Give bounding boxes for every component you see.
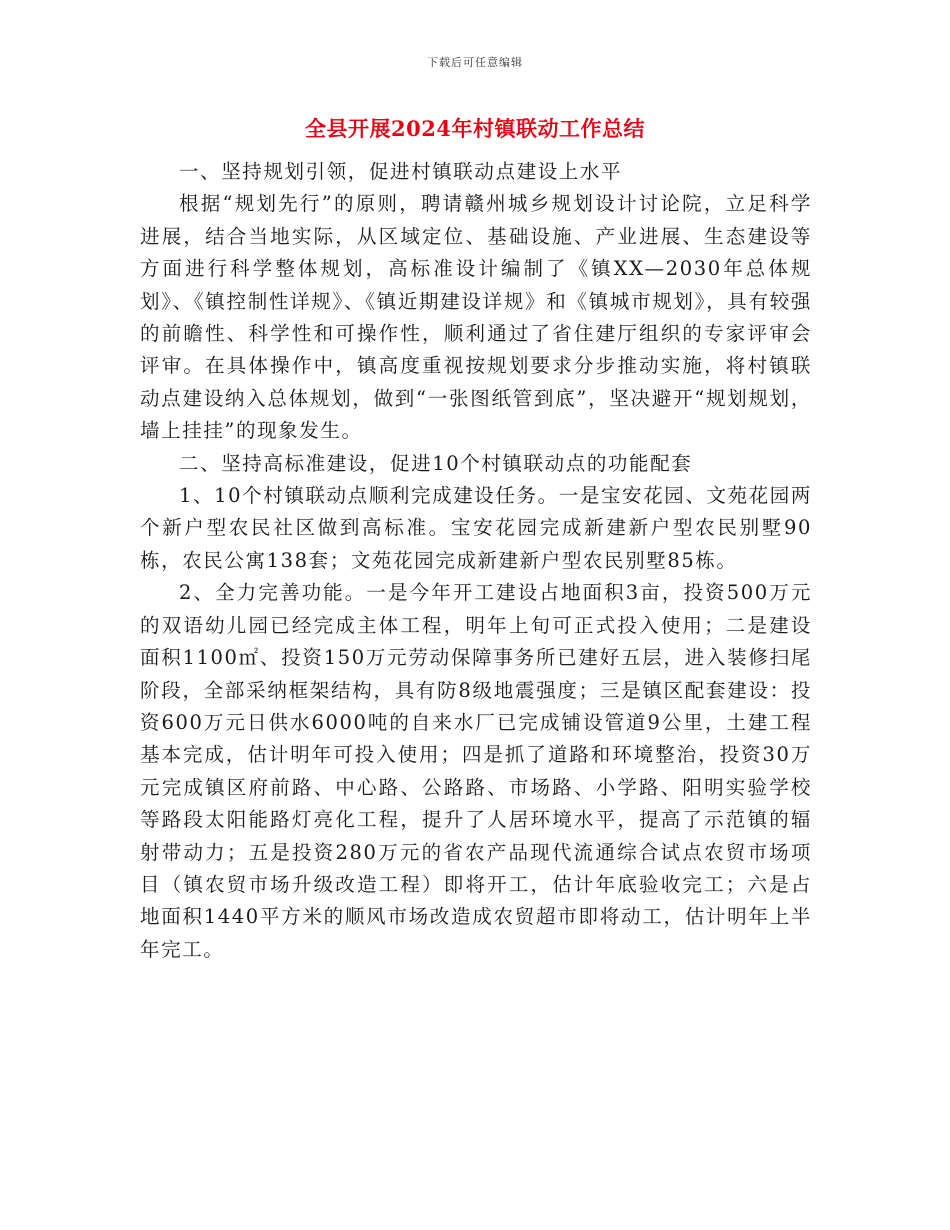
header-note: 下载后可任意编辑 bbox=[427, 56, 523, 69]
paragraph: 1、10个村镇联动点顺利完成建设任务。一是宝安花园、文苑花园两个新户型农民社区做到高标准。宝安花园完成新建新户型农民别墅90栋，农民公寓138套；文苑花园完成新建新户型农民别墅85栋。 bbox=[140, 484, 812, 572]
paragraph: 2、全力完善功能。一是今年开工建设占地面积3亩，投资500万元的双语幼儿园已经完成主体工程，明年上旬可正式投入使用；二是建设面积1100㎡、投资150万元劳动保障事务所已建好五层，进入装修扫尾阶段，全部采纳框架结构，具有防8级地震强度；三是镇区配套建设：投资600万元日供水6000吨的自来水厂已完成铺设管道9公里，土建工程基本完成，估计明年可投入使用；四是抓了道路和环境整治，投资30万元完成镇区府前路、中心路、公路路、市场路、小学路、阳明实验学校等路段太阳能路灯亮化工程，提升了人居环境水平，提高了示范镇的辐射带动力；五是投资280万元的省农产品现代流通综合试点农贸市场项目（镇农贸市场升级改造工程）即将开工，估计年底验收完工；六是占地面积1440平方米的顺风市场改造成农贸超市即将动工，估计明年上半年完工。 bbox=[140, 581, 812, 961]
section-heading-1: 一、坚持规划引领，促进村镇联动点建设上水平 bbox=[179, 160, 623, 183]
paragraph: 根据“规划先行”的原则，聘请赣州城乡规划设计讨论院，立足科学进展，结合当地实际，从区域定位、基础设施、产业进展、生态建设等方面进行科学整体规划，高标准设计编制了《镇XX—2030年总体规划》、《镇控制性详规》、《镇近期建设详规》和《镇城市规划》，具有较强的前瞻性、科学性和可操作性，顺利通过了省住建厅组织的专家评审会评审。在具体操作中，镇高度重视按规划要求分步推动实施，将村镇联动点建设纳入总体规划，做到“一张图纸管到底”，坚决避开“规划规划，墙上挂挂”的现象发生。 bbox=[140, 192, 812, 443]
section-heading-2: 二、坚持高标准建设，促进10个村镇联动点的功能配套 bbox=[179, 451, 693, 475]
document-title: 全县开展2024年村镇联动工作总结 bbox=[305, 116, 645, 141]
document-body bbox=[140, 156, 812, 966]
